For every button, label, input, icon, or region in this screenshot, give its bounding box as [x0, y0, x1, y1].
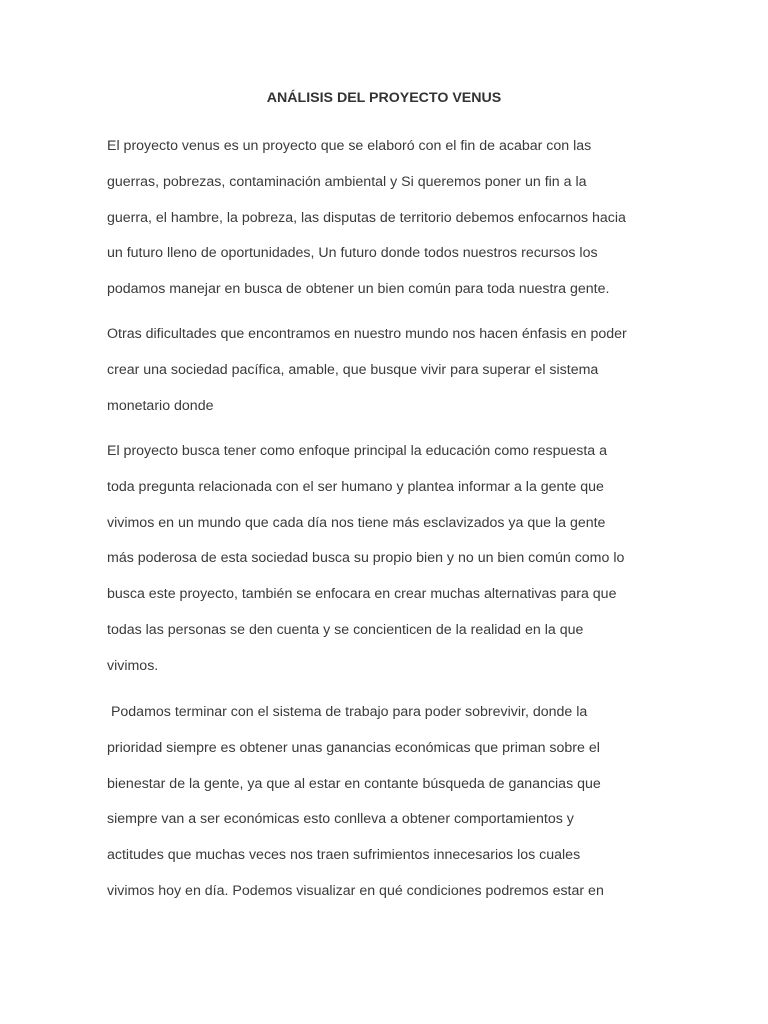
text-line: crear una sociedad pacífica, amable, que busque vivir para superar el sistema — [107, 361, 599, 378]
text-line: monetario donde — [107, 397, 214, 414]
paragraph-1 — [107, 129, 667, 308]
text-line: guerra, el hambre, la pobreza, las disputas de territorio debemos enfocarnos hacia — [107, 209, 626, 226]
text-line: Podamos terminar con el sistema de trabajo para poder sobrevivir, donde la — [107, 704, 588, 720]
text-line: más poderosa de esta sociedad busca su propio bien y no un bien común como lo — [107, 550, 625, 567]
paragraph-3 — [107, 434, 667, 685]
text-line: actitudes que muchas veces nos traen sufrimientos innecesarios los cuales — [107, 847, 581, 864]
text-line: toda pregunta relacionada con el ser humano y plantea informar a la gente que — [107, 478, 604, 495]
text-line: vivimos hoy en día. Podemos visualizar en qué condiciones podremos estar en — [107, 882, 604, 899]
text-line: todas las personas se den cuenta y se concienticen de la realidad en la que — [107, 621, 584, 638]
text-line: El proyecto busca tener como enfoque principal la educación como respuesta a — [107, 443, 608, 459]
text-line: siempre van a ser económicas esto conlleva a obtener comportamientos y — [107, 811, 574, 828]
paragraph-2 — [107, 317, 667, 424]
text-line: bienestar de la gente, ya que al estar en contante búsqueda de ganancias que — [107, 775, 601, 792]
text-line: El proyecto venus es un proyecto que se elaboró con el fin de acabar con las — [107, 138, 592, 154]
text-line: un futuro lleno de oportunidades, Un futuro donde todos nuestros recursos los — [107, 245, 598, 262]
text-line: busca este proyecto, también se enfocara en crear muchas alternativas para que — [107, 586, 617, 603]
paragraph-4 — [107, 695, 667, 910]
text-line: Otras dificultades que encontramos en nuestro mundo nos hacen énfasis en poder — [107, 326, 627, 342]
text-line: podamos manejar en busca de obtener un bien común para toda nuestra gente. — [107, 281, 610, 298]
text-line: guerras, pobrezas, contaminación ambiental y Si queremos poner un fin a la — [107, 173, 587, 190]
text-line: vivimos en un mundo que cada día nos tiene más esclavizados ya que la gente — [107, 514, 606, 531]
text-line: prioridad siempre es obtener unas ganancias económicas que priman sobre el — [107, 739, 600, 756]
document-title: ANÁLISIS DEL PROYECTO VENUS — [266, 90, 502, 106]
text-line: vivimos. — [107, 657, 159, 674]
